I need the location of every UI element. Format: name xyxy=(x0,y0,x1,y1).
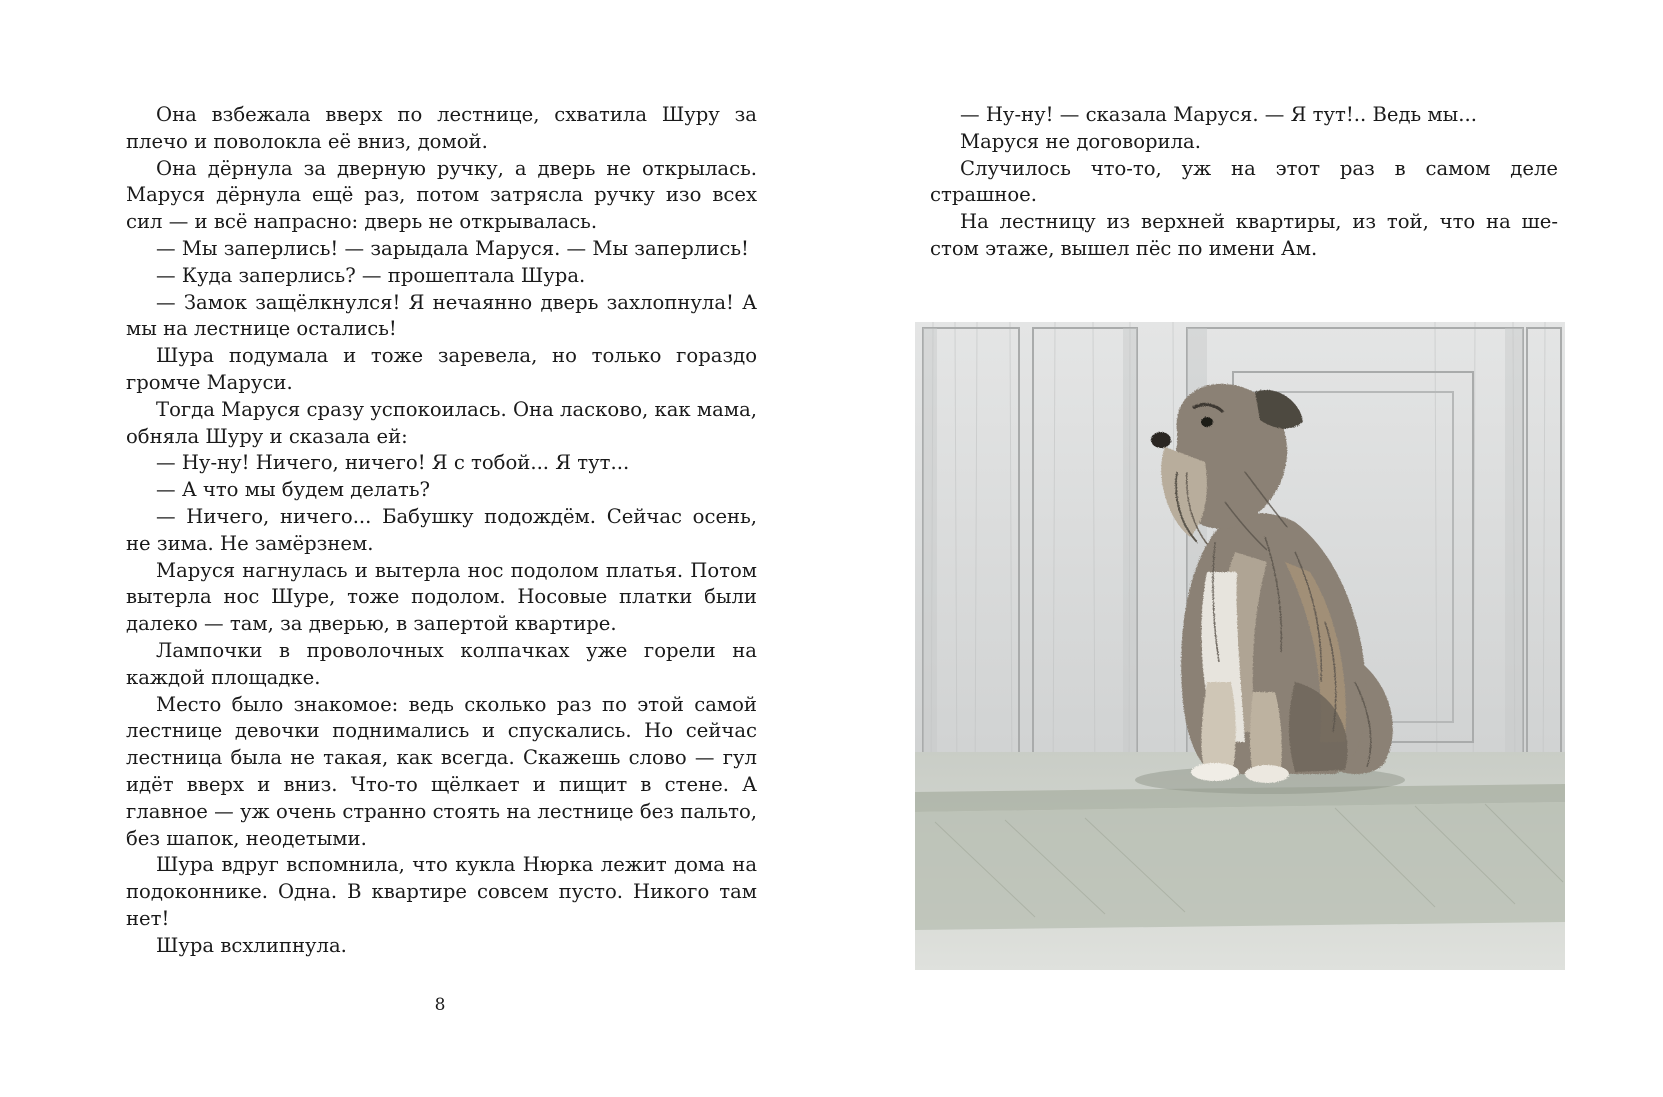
paragraph: Она взбежала вверх по лестнице, схватила Шуру за плечо и поволокла её вниз, домой. xyxy=(126,103,757,153)
paragraph: Шура вдруг вспомнила, что кукла Нюрка лежит дома на подоконнике. Одна. В квартире совсем пусто. Никого там нет! xyxy=(126,853,757,930)
paragraph: Тогда Маруся сразу успокоилась. Она ласково, как мама, обняла Шуру и сказала ей: xyxy=(126,397,757,448)
paragraph: Место было знакомое: ведь сколько раз по этой самой лестнице девочки поднимались и спускались. Но сейчас лестница была не такая, как всегда. Скажешь слово — гул идёт вверх и вниз. Что-то щёлкает и пищит в стене. А главное — уж очень странно стоять на лестнице без пальто, без шапок, неодетыми. xyxy=(126,692,757,850)
paragraph: — Мы заперлись! — зарыдала Маруся. — Мы заперлись! xyxy=(156,236,749,260)
dog-front-leg-right xyxy=(1250,692,1282,772)
paragraph: Она дёрнула за дверную ручку, а дверь не открылась. Маруся дёрнула ещё раз, потом затрясла ручку изо всех сил — и всё напрасно: дверь не открывалась. xyxy=(126,156,757,234)
illustration-svg xyxy=(915,322,1565,970)
left-page-text xyxy=(126,102,757,960)
dog-nose xyxy=(1151,432,1171,448)
dog-front-leg-left xyxy=(1201,682,1235,770)
paragraph: Маруся не договорила. xyxy=(960,129,1201,153)
dog-sitting-illustration-icon xyxy=(915,322,1565,970)
right-page xyxy=(831,0,1663,1097)
paragraph: — Ну-ну! Ничего, ничего! Я с тобой... Я тут... xyxy=(156,451,630,475)
dog-eye xyxy=(1201,417,1213,427)
dog-paw-left xyxy=(1191,763,1239,781)
paragraph: Маруся нагнулась и вытерла нос подолом платья. Потом вытерла нос Шуре, тоже подолом. Носовые платки были далеко — там, за дверью, в запертой квартире. xyxy=(126,558,757,636)
paragraph: На лестницу из верхней квартиры, из той, что на шестом этаже, вышел пёс по имени Ам. xyxy=(930,210,1558,260)
paragraph: — Ничего, ничего... Бабушку подождём. Сейчас осень, не зима. Не замёрзнем. xyxy=(126,504,757,555)
paragraph: — Ну-ну! — сказала Маруся. — Я тут!.. Ведь мы... xyxy=(960,103,1477,126)
paragraph: Лампочки в проволочных колпачках уже горели на каждой площадке. xyxy=(126,638,757,689)
paragraph: — Замок защёлкнулся! Я нечаянно дверь захлопнула! А мы на лестнице остались! xyxy=(126,290,757,341)
dog-paw-right xyxy=(1245,765,1289,783)
step-front xyxy=(915,802,1565,930)
paragraph: Шура всхлипнула. xyxy=(156,933,347,957)
paragraph: Шура подумала и тоже заревела, но только гораздо громче Маруси. xyxy=(126,344,757,394)
page-number: 8 xyxy=(434,995,446,1015)
left-page xyxy=(0,0,831,1097)
paragraph: Случилось что-то, уж на этот раз в самом деле страшное. xyxy=(930,156,1558,207)
paragraph: — А что мы будем делать? xyxy=(156,478,431,502)
paragraph: — Куда заперлись? — прошептала Шура. xyxy=(156,263,586,287)
right-page-text xyxy=(930,102,1558,263)
